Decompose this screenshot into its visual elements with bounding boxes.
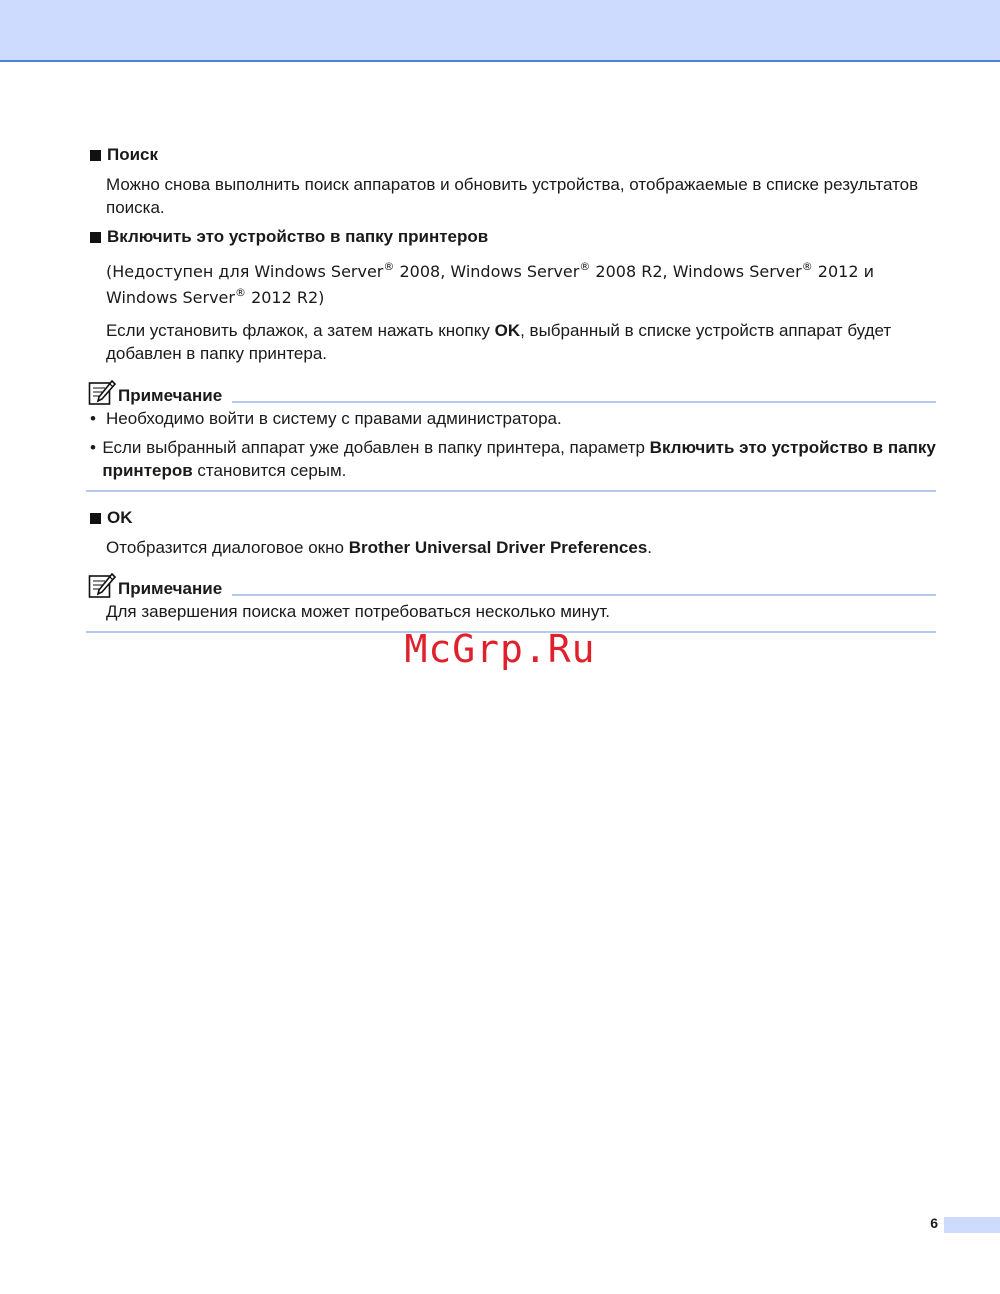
- section-include-description: Если установить флажок, а затем нажать кнопку OK, выбранный в списке устройств аппарат будет добавлен в папку принтера.: [106, 321, 892, 363]
- section-search-heading: [86, 143, 936, 167]
- registered-mark: ®: [234, 286, 246, 299]
- registered-mark: ®: [579, 260, 591, 273]
- square-bullet-icon: [90, 232, 101, 243]
- registered-mark: ®: [383, 260, 395, 273]
- note-rule: [232, 401, 936, 403]
- page-content: [86, 143, 936, 633]
- note-list-item: • Если выбранный аппарат уже добавлен в папку принтера, параметр Включить это устройство в папку принтеров становится серым.: [86, 436, 936, 482]
- page-tab-marker: [944, 1217, 1000, 1233]
- section-include-heading: [86, 225, 936, 249]
- note-header: [86, 573, 936, 599]
- square-bullet-icon: [90, 150, 101, 161]
- note-title: Примечание: [118, 386, 223, 405]
- note-title: Примечание: [118, 579, 223, 598]
- note-list-item: • Необходимо войти в систему с правами администратора.: [86, 407, 936, 430]
- note-header: [86, 380, 936, 406]
- section-include-title: Включить это устройство в папку принтеров: [107, 227, 489, 246]
- note-box-duration: [86, 573, 936, 633]
- bullet-dot: •: [90, 438, 96, 457]
- section-ok-heading: [86, 506, 936, 530]
- registered-mark: ®: [801, 260, 813, 273]
- section-ok-text: Отобразится диалоговое окно Brother Universal Driver Preferences.: [106, 538, 653, 557]
- section-search-title: Поиск: [107, 145, 159, 164]
- square-bullet-icon: [90, 513, 101, 524]
- page-number: 6: [930, 1215, 938, 1231]
- note-end-rule: [86, 490, 936, 492]
- section-search-text: Можно снова выполнить поиск аппаратов и обновить устройства, отображаемые в списке результатов поиска.: [106, 175, 919, 217]
- section-include-availability: (Недоступен для Windows Server® 2008, Windows Server® 2008 R2, Windows Server® 2012 и Windows Server® 2012 R2): [106, 260, 874, 307]
- note-rule: [232, 594, 936, 596]
- watermark-text: McGrp.Ru: [404, 627, 596, 671]
- section-ok-title: OK: [107, 508, 133, 527]
- note-pencil-icon: [88, 380, 116, 406]
- note-pencil-icon: [88, 573, 116, 599]
- note-text: Для завершения поиска может потребоваться несколько минут.: [106, 602, 610, 621]
- note-box-admin: [86, 380, 936, 492]
- bullet-dot: •: [90, 409, 96, 428]
- page-header-band: [0, 0, 1000, 62]
